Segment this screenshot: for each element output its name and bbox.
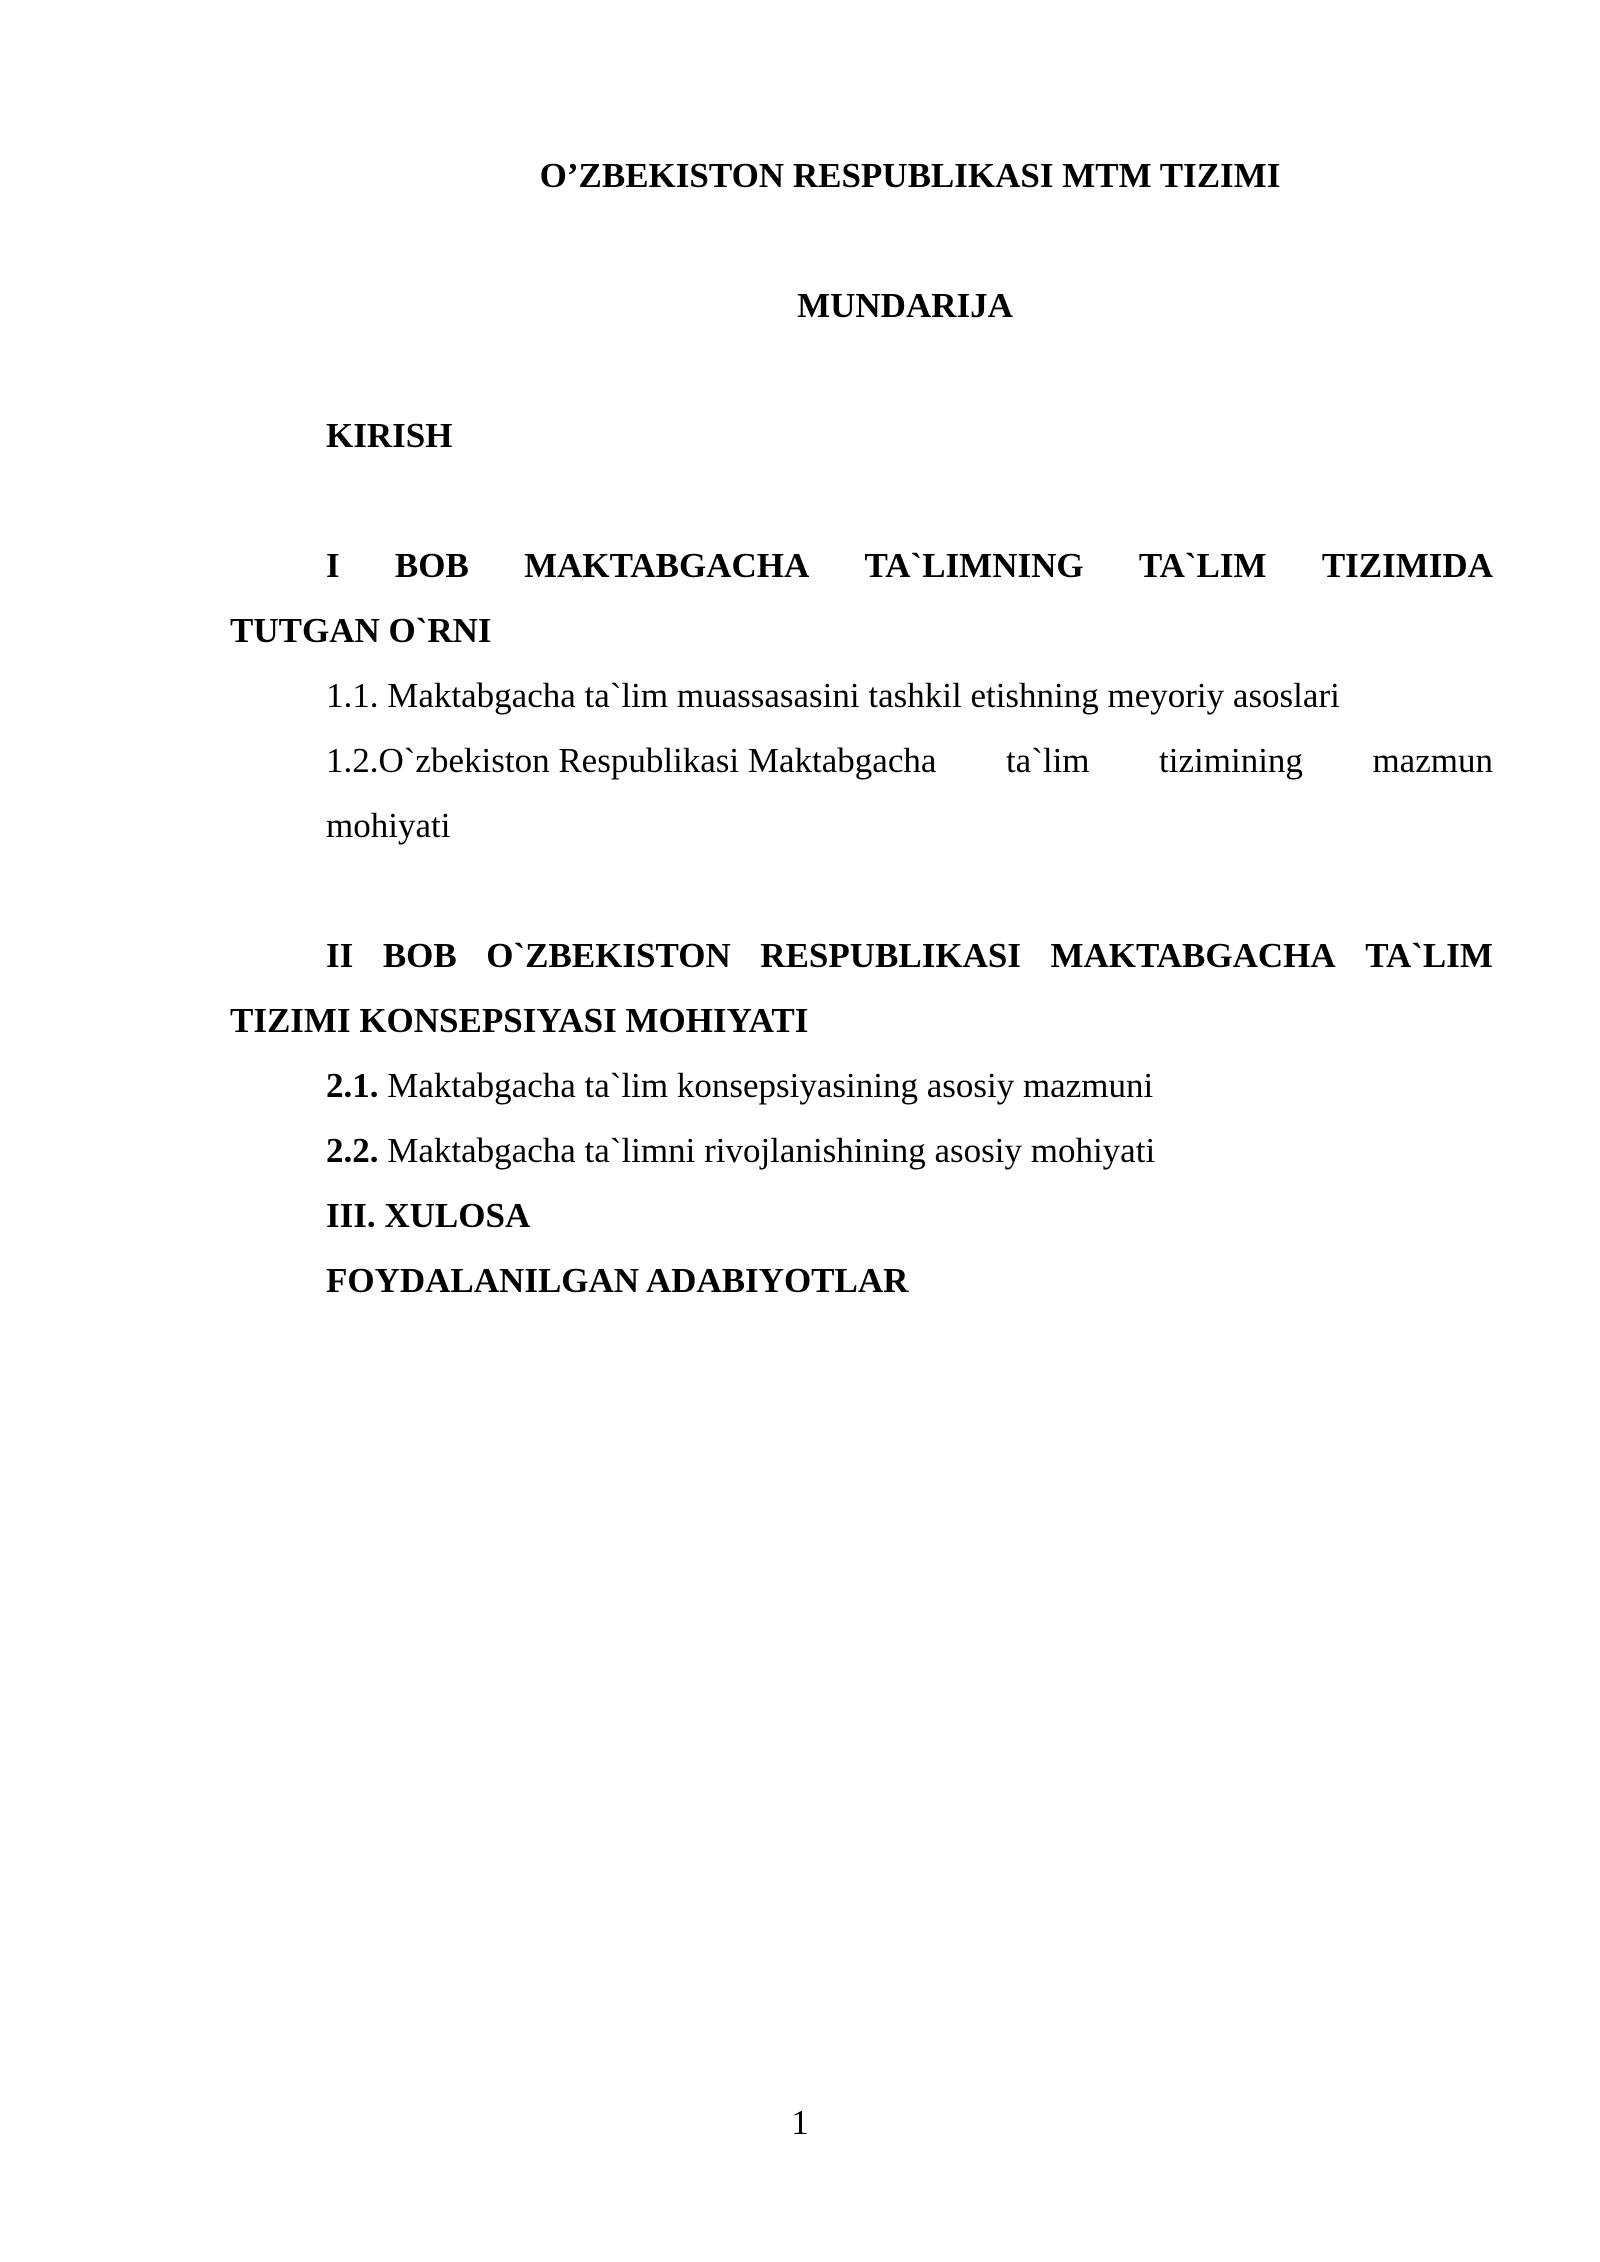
chapter2-word: BOB xyxy=(382,936,457,975)
chapter1-word: MAKTABGACHA xyxy=(524,546,810,585)
chapter2-word: MAKTABGACHA xyxy=(1050,936,1336,975)
toc-references: FOYDALANILGAN ADABIYOTLAR xyxy=(326,1261,909,1300)
chapter1-title-line1 xyxy=(326,533,1493,598)
section-2-2-text: Maktabgacha ta`limni rivojlanishining asosiy mohiyati xyxy=(378,1131,1156,1170)
chapter2-word: O`ZBEKISTON xyxy=(486,936,731,975)
section-1-2-segment: tizimining xyxy=(1159,741,1303,780)
toc-section-2-2 xyxy=(326,1118,1155,1183)
toc-section-1-1: 1.1. Maktabgacha ta`lim muassasasini tashkil etishning meyoriy asoslari xyxy=(326,676,1340,715)
chapter1-word: BOB xyxy=(394,546,469,585)
section-1-2-segment: ta`lim xyxy=(1005,741,1090,780)
toc-section-1-2-line2: mohiyati xyxy=(326,806,451,845)
chapter2-title-line2: TIZIMI KONSEPSIYASI MOHIYATI xyxy=(230,1001,809,1040)
section-2-2-number: 2.2. xyxy=(326,1131,379,1170)
toc-title: MUNDARIJA xyxy=(797,286,1013,325)
chapter2-word: TA`LIM xyxy=(1365,936,1493,975)
chapter2-word: RESPUBLIKASI xyxy=(760,936,1021,975)
toc-section-2-1 xyxy=(326,1053,1153,1118)
section-2-1-number: 2.1. xyxy=(326,1066,379,1105)
chapter1-word: TA`LIM xyxy=(1138,546,1267,585)
toc-intro: KIRISH xyxy=(326,416,453,455)
chapter1-word: TA`LIMNING xyxy=(864,546,1084,585)
chapter2-word: II xyxy=(326,936,354,975)
chapter2-title-line1 xyxy=(326,923,1493,988)
section-1-2-segment: 1.2.O`zbekiston Respublikasi Maktabgacha xyxy=(326,741,937,780)
toc-conclusion: III. XULOSA xyxy=(326,1196,531,1235)
chapter1-word: TIZIMIDA xyxy=(1321,546,1493,585)
chapter1-word: I xyxy=(326,546,340,585)
document-header-title: O’ZBEKISTON RESPUBLIKASI MTM TIZIMI xyxy=(539,156,1281,195)
chapter1-title-line2: TUTGAN O`RNI xyxy=(230,611,492,650)
toc-section-1-2-line1 xyxy=(326,728,1493,793)
section-2-1-text: Maktabgacha ta`lim konsepsiyasining asosiy mazmuni xyxy=(378,1066,1154,1105)
page-number: 1 xyxy=(791,2103,809,2142)
section-1-2-segment: mazmun xyxy=(1372,741,1493,780)
